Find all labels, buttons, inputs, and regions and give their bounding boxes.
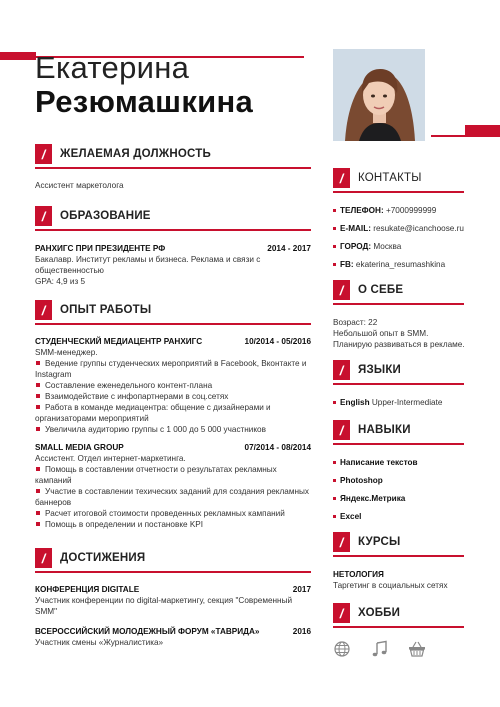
about-line: Возраст: 22 xyxy=(333,318,378,327)
job-role: Ассистент. Отдел интернет-маркетинга. xyxy=(35,454,186,463)
education-dates: 2014 - 2017 xyxy=(267,244,311,253)
section-about xyxy=(333,280,464,350)
slash-icon: / xyxy=(333,420,350,440)
skill-item: Photoshop xyxy=(333,475,464,486)
skill-item: Яндекс.Метрика xyxy=(333,493,464,504)
section-languages xyxy=(333,360,464,408)
first-name: Екатерина xyxy=(35,50,190,85)
achievement-year: 2016 xyxy=(292,627,311,636)
about-line: Небольшой опыт в SMM. xyxy=(333,329,429,338)
section-underline xyxy=(333,555,464,557)
photo-accent-bar xyxy=(465,125,500,135)
section-underline xyxy=(333,626,464,628)
section-title: НАВЫКИ xyxy=(358,424,411,436)
section-title: КОНТАКТЫ xyxy=(358,172,422,184)
education-line: Бакалавр. Институт рекламы и бизнеса. Реклама и связи с xyxy=(35,255,261,264)
section-underline xyxy=(333,191,464,193)
slash-icon: / xyxy=(35,144,52,164)
contact-city: ГОРОД: Москва xyxy=(333,241,464,252)
last-name: Резюмашкина xyxy=(35,84,254,119)
section-title: ХОББИ xyxy=(358,607,401,619)
job-bullet-continuation: Instagram xyxy=(35,370,72,379)
profile-photo xyxy=(333,49,425,141)
section-position xyxy=(35,144,311,191)
globe-icon xyxy=(333,640,351,658)
section-courses xyxy=(333,532,464,591)
education-org: РАНХИГС ПРИ ПРЕЗИДЕНТЕ РФ xyxy=(35,244,166,253)
photo-accent-line xyxy=(431,135,500,137)
section-skills xyxy=(333,420,464,522)
about-line: Планирую развиваться в рекламе. xyxy=(333,340,465,349)
job-bullet: Взаимодействие с инфопартнерами в соц.сетях xyxy=(35,391,311,402)
section-contacts xyxy=(333,168,464,270)
job-bullet: Увеличила аудиторию группы с 1 000 до 5 000 участников xyxy=(35,424,311,435)
skill-item: Написание текстов xyxy=(333,457,464,468)
contact-fb: FB: ekaterina_resumashkina xyxy=(333,259,464,270)
job-bullet: Участие в составлении техических заданий для создания рекламных xyxy=(35,486,311,497)
section-title: ОБРАЗОВАНИЕ xyxy=(60,210,151,222)
job-bullet: Помощь в составлении отчетности о результатах рекламных xyxy=(35,464,311,475)
achievement-org: ВСЕРОССИЙСКИЙ МОЛОДЕЖНЫЙ ФОРУМ «ТАВРИДА» xyxy=(35,627,260,636)
achievement-year: 2017 xyxy=(292,585,311,594)
slash-icon: / xyxy=(35,548,52,568)
basket-icon xyxy=(408,640,426,658)
section-underline xyxy=(35,323,311,325)
slash-icon: / xyxy=(333,168,350,188)
position-text: Ассистент маркетолога xyxy=(35,181,124,190)
top-left-accent-bar xyxy=(0,52,36,60)
contact-phone: ТЕЛЕФОН: +7000999999 xyxy=(333,205,464,216)
slash-icon: / xyxy=(35,206,52,226)
music-notes-icon xyxy=(371,640,389,658)
section-title: О СЕБЕ xyxy=(358,284,404,296)
education-gpa: GPA: 4,9 из 5 xyxy=(35,277,86,286)
job-bullet-continuation: кампаний xyxy=(35,476,72,485)
contact-email: E-MAIL: resukate@icanchoose.ru xyxy=(333,223,464,234)
section-experience xyxy=(35,300,311,530)
job-bullet: Расчет итоговой стоимости проведенных рекламных кампаний xyxy=(35,508,311,519)
section-underline xyxy=(35,571,311,573)
slash-icon: / xyxy=(333,360,350,380)
job-dates: 10/2014 - 05/2016 xyxy=(244,337,311,346)
job-bullet: Составление еженедельного контент-плана xyxy=(35,380,311,391)
job-bullet-continuation: организаторами мероприятий xyxy=(35,414,149,423)
job-bullet: Работа в команде медиацентра: общение с дизайнерами и xyxy=(35,402,311,413)
skill-item: Excel xyxy=(333,511,464,522)
job-dates: 07/2014 - 08/2014 xyxy=(244,443,311,452)
section-title: ЯЗЫКИ xyxy=(358,364,402,376)
achievement-line: SMM" xyxy=(35,607,58,616)
achievement-line: Участник смены «Журналистика» xyxy=(35,638,164,647)
section-underline xyxy=(35,229,311,231)
section-title: ДОСТИЖЕНИЯ xyxy=(60,552,146,564)
section-underline xyxy=(35,167,311,169)
course-org: НЕТОЛОГИЯ xyxy=(333,570,384,579)
section-title: ОПЫТ РАБОТЫ xyxy=(60,304,152,316)
job-role: SMM-менеджер. xyxy=(35,348,98,357)
section-underline xyxy=(333,303,464,305)
education-line: общественностью xyxy=(35,266,104,275)
language-item: English Upper-Intermediate xyxy=(333,397,464,408)
section-underline xyxy=(333,383,464,385)
achievement-line: Участник конференции по digital-маркетингу, секция "Современный xyxy=(35,596,293,605)
slash-icon: / xyxy=(35,300,52,320)
course-text: Таргетинг в социальных сетях xyxy=(333,581,448,590)
section-underline xyxy=(333,443,464,445)
achievement-org: КОНФЕРЕНЦИЯ DIGITALE xyxy=(35,585,140,594)
job-bullet: Помощь в определении и постановке KPI xyxy=(35,519,311,530)
section-hobbies xyxy=(333,603,464,628)
section-achievements xyxy=(35,548,311,648)
slash-icon: / xyxy=(333,532,350,552)
job-org: СТУДЕНЧЕСКИЙ МЕДИАЦЕНТР РАНХИГС xyxy=(35,337,203,346)
slash-icon: / xyxy=(333,603,350,623)
slash-icon: / xyxy=(333,280,350,300)
section-education xyxy=(35,206,311,287)
section-title: КУРСЫ xyxy=(358,536,401,548)
job-bullet: Ведение группы студенческих мероприятий в Facebook, Вконтакте и xyxy=(35,358,311,369)
job-org: SMALL MEDIA GROUP xyxy=(35,443,124,452)
section-title: ЖЕЛАЕМАЯ ДОЛЖНОСТЬ xyxy=(60,148,211,160)
job-bullet-continuation: баннеров xyxy=(35,498,72,507)
